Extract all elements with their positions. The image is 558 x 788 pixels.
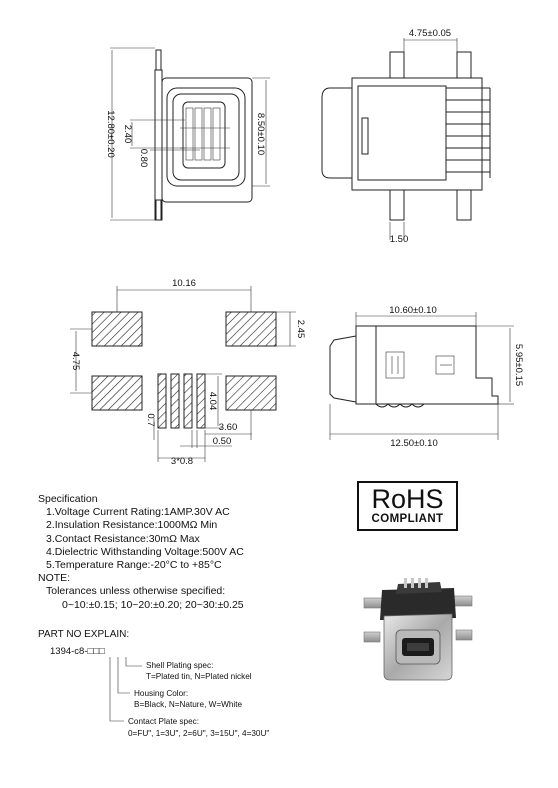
- front-view: [110, 48, 270, 220]
- dim-pad-edge: 3.60: [218, 422, 238, 433]
- housing-color-label: Housing Color:: [134, 689, 189, 698]
- connector-photo: [358, 570, 478, 690]
- dim-inner-height: 8.50±0.10: [255, 112, 266, 156]
- dim-pin-len: 4.04: [207, 391, 218, 411]
- dim-pad-span: 10.16: [172, 278, 196, 289]
- dim-pin-span: 2.40: [122, 124, 133, 144]
- contact-plate-label: Contact Plate spec:: [128, 717, 199, 726]
- shell-plating-options: T=Plated tin, N=Plated nickel: [146, 672, 252, 681]
- side-view: [330, 312, 514, 440]
- dim-left-height: 12.80±0.20: [105, 110, 116, 158]
- note-line: Tolerances unless otherwise specified:: [46, 585, 226, 598]
- dim-lead-width: 1.50: [389, 234, 409, 245]
- dim-pitch: 0.50: [212, 436, 232, 447]
- part-code: 1394-c8-□□□: [50, 646, 105, 657]
- rohs-subtitle: COMPLIANT: [371, 513, 444, 525]
- dim-side-top: 10.60±0.10: [389, 305, 437, 316]
- specification: [38, 493, 244, 612]
- spec-item: 3.Contact Resistance:30mΩ Max: [46, 532, 200, 545]
- dim-side-bottom: 12.50±0.10: [390, 438, 438, 449]
- spec-item: 5.Temperature Range:-20°C to +85°C: [46, 559, 222, 572]
- part-heading: PART NO EXPLAIN:: [38, 629, 130, 640]
- spec-item: 1.Voltage Current Rating:1AMP.30V AC: [46, 506, 230, 519]
- spec-item: 2.Insulation Resistance:1000MΩ Min: [46, 519, 218, 532]
- shell-plating-label: Shell Plating spec:: [146, 661, 214, 670]
- note-line: 0~10:±0.15; 10~20:±0.20; 20~30:±0.25: [62, 598, 244, 611]
- dim-pin-w: 0.7: [145, 413, 156, 427]
- spec-item: 4.Dielectric Withstanding Voltage:500V AC: [46, 545, 244, 558]
- dim-pin-gap: 0.80: [138, 148, 149, 168]
- rohs-title: RoHS: [371, 484, 444, 514]
- contact-plate-options: 0=FU", 1=3U", 2=6U", 3=15U", 4=30U": [128, 729, 270, 738]
- dim-top-width: 4.75±0.05: [408, 28, 452, 39]
- dim-side-height: 5.95±0.15: [513, 343, 524, 387]
- dim-pad-height: 2.45: [295, 319, 306, 339]
- pcb-footprint: [70, 286, 296, 462]
- top-view: [322, 38, 490, 240]
- spec-heading: Specification: [38, 493, 98, 505]
- housing-color-options: B=Black, N=Nature, W=White: [134, 700, 243, 709]
- dim-pin-group: 3*0.8: [170, 456, 194, 467]
- note-heading: NOTE:: [38, 572, 71, 585]
- dim-pad-row-gap: 4.75: [70, 351, 81, 371]
- rohs-badge: [357, 481, 458, 531]
